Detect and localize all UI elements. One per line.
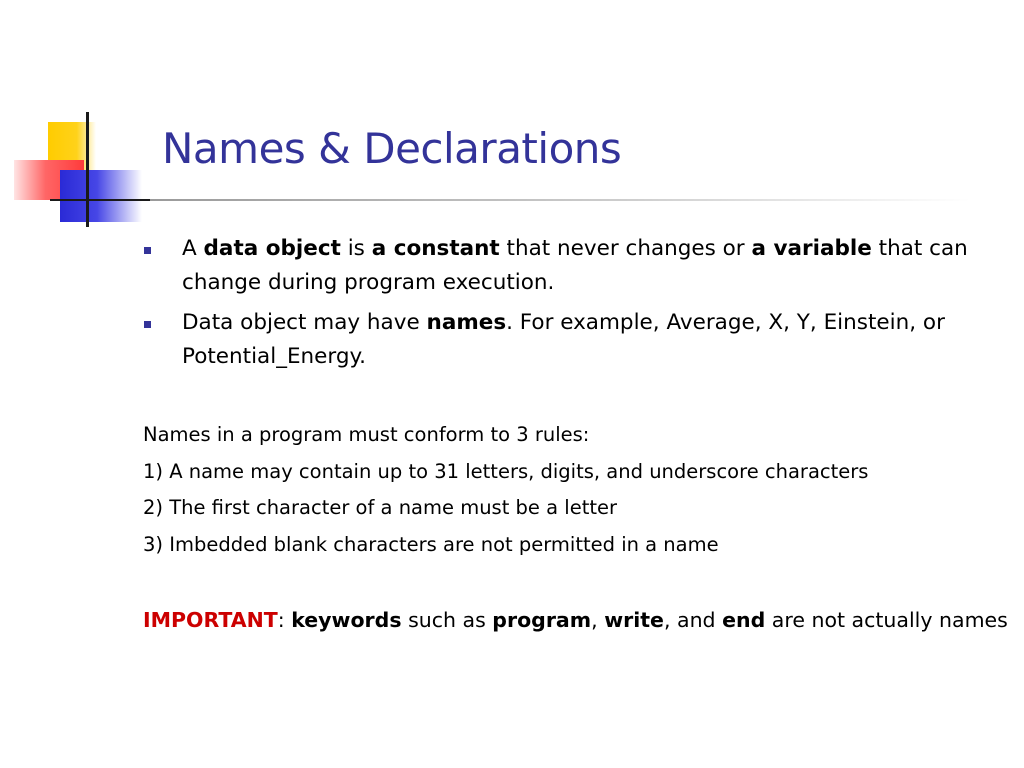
text-run: is bbox=[340, 236, 372, 261]
text-run: are not actually names bbox=[765, 608, 1008, 632]
rule-3: 3) Imbedded blank characters are not permitted in a name bbox=[143, 533, 719, 556]
rule-2: 2) The first character of a name must be a letter bbox=[143, 496, 617, 519]
bullet-square-icon bbox=[144, 247, 151, 254]
horizontal-rule bbox=[50, 199, 160, 201]
bold-term: data object bbox=[203, 236, 341, 261]
text-run: that can change during program execution. bbox=[182, 236, 968, 295]
text-run: such as bbox=[401, 608, 493, 632]
rules-intro: Names in a program must conform to 3 rules: bbox=[143, 423, 590, 446]
bullet-list bbox=[140, 232, 1000, 380]
text-run: , and bbox=[663, 608, 723, 632]
decorative-squares bbox=[0, 0, 160, 240]
text-run: that never changes or bbox=[499, 236, 752, 261]
text-run: . For example, Average, X, Y, Einstein, or Potential_Energy. bbox=[182, 310, 945, 369]
bold-term: keywords bbox=[291, 608, 402, 632]
blue-square bbox=[60, 170, 142, 222]
bold-term: program bbox=[492, 608, 592, 632]
text-run: Data object may have bbox=[182, 310, 427, 335]
bold-term: names bbox=[426, 310, 507, 335]
slide-title: Names & Declarations bbox=[162, 124, 622, 173]
text-run: , bbox=[591, 608, 605, 632]
title-underline bbox=[150, 199, 970, 201]
bullet-item-data-object bbox=[140, 232, 1000, 300]
bold-term: a constant bbox=[371, 236, 500, 261]
important-label: IMPORTANT bbox=[143, 608, 278, 632]
bold-term: end bbox=[722, 608, 766, 632]
bullet-square-icon bbox=[144, 321, 151, 328]
vertical-rule bbox=[86, 112, 89, 227]
bullet-item-names bbox=[140, 306, 1000, 374]
text-run: A bbox=[182, 236, 204, 261]
important-note bbox=[143, 604, 1024, 636]
bold-term: write bbox=[604, 608, 664, 632]
rule-1: 1) A name may contain up to 31 letters, digits, and underscore characters bbox=[143, 460, 869, 483]
text-run: : bbox=[277, 608, 292, 632]
bold-term: a variable bbox=[751, 236, 872, 261]
